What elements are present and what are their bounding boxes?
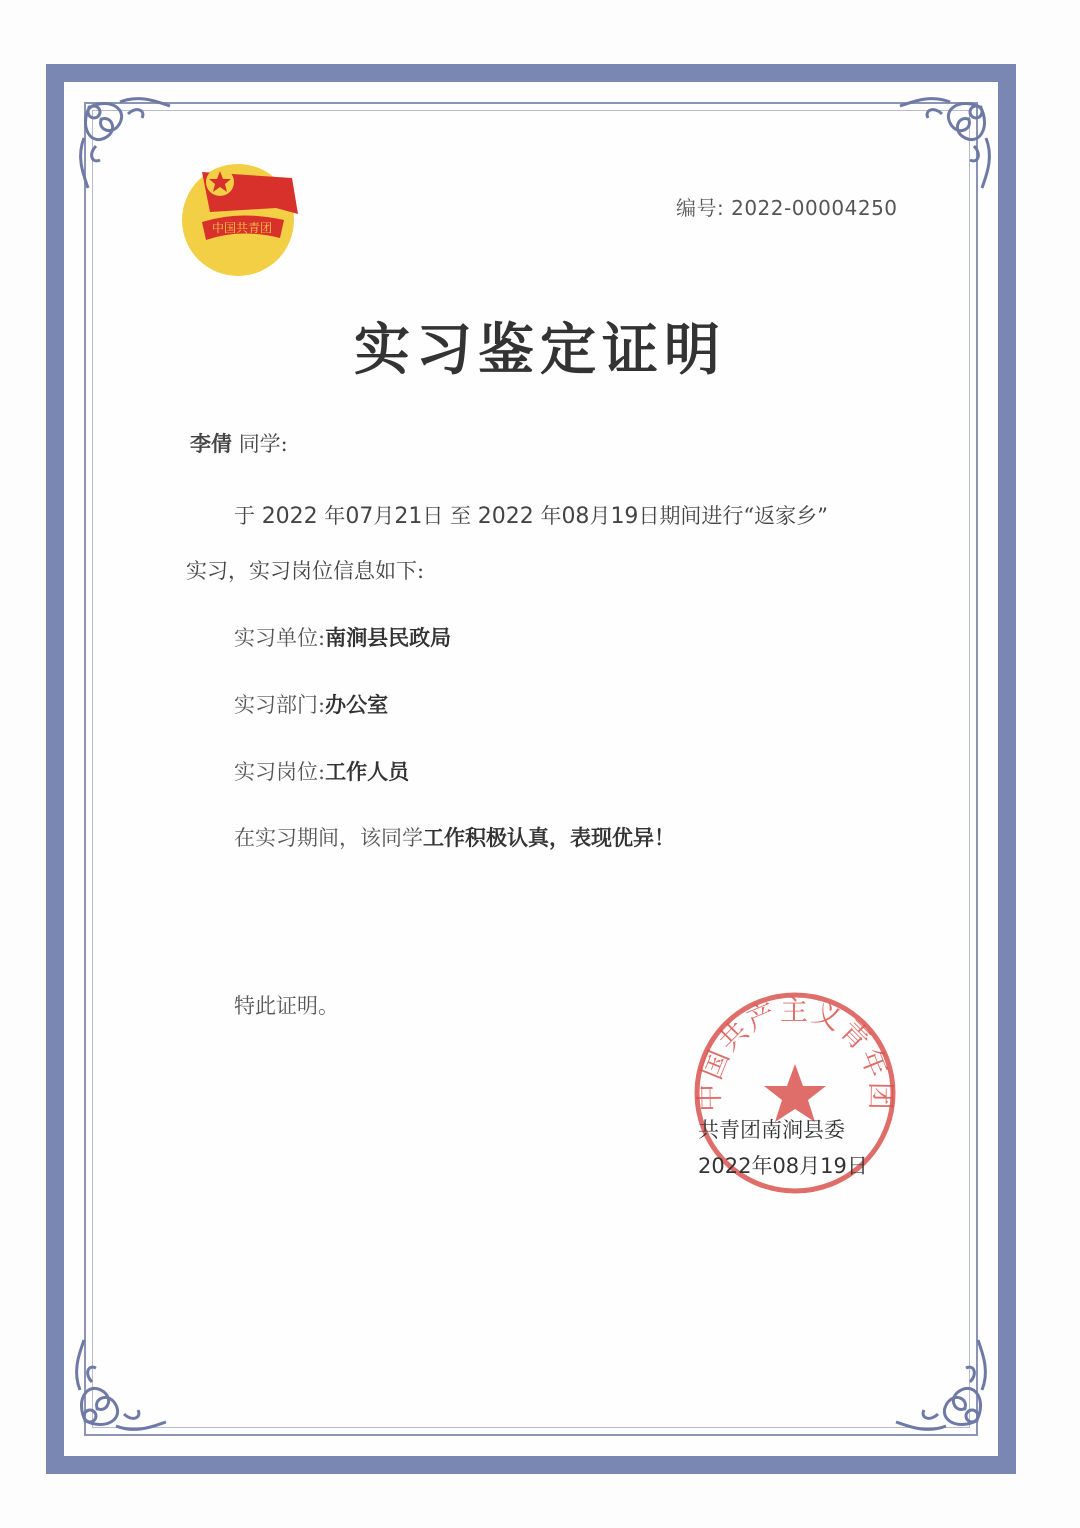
evaluation-text: 工作积极认真，表现优异！ <box>423 826 675 850</box>
emblem-ribbon-text: 中国共青团 <box>211 221 273 235</box>
seal-text: 中国共产主义青年团 <box>692 993 898 1113</box>
start-year: 2022 <box>261 504 318 529</box>
field-label: 实习单位: <box>234 626 326 650</box>
year-char: 年 <box>324 504 346 528</box>
month-char: 月 <box>589 504 611 528</box>
page-title: 实习鉴定证明 <box>354 317 726 383</box>
period-to: 至 <box>450 504 472 528</box>
greeting <box>190 428 288 458</box>
issue-date: 2022年08月19日 <box>698 1154 868 1178</box>
field-value: 南涧县民政局 <box>325 626 452 650</box>
field-department <box>234 689 388 719</box>
field-value: 办公室 <box>325 693 389 717</box>
period-prefix: 于 <box>234 504 255 528</box>
start-day: 21 <box>394 504 423 529</box>
day-char: 日 <box>422 504 444 528</box>
issuer-block <box>698 1112 868 1184</box>
issuer-name: 共青团南涧县委 <box>698 1118 845 1142</box>
field-label: 实习部门: <box>234 693 326 717</box>
field-unit <box>234 622 451 652</box>
closing-statement: 特此证明。 <box>234 994 339 1018</box>
corner-ornament-icon <box>890 88 1000 198</box>
corner-ornament-icon <box>66 1330 176 1440</box>
field-value: 工作人员 <box>325 760 410 784</box>
youth-league-emblem-icon <box>180 152 302 280</box>
period-sentence <box>234 500 828 530</box>
day-char: 日 <box>638 504 660 528</box>
start-month: 07 <box>345 504 374 529</box>
evaluation <box>234 822 675 852</box>
corner-ornament-icon <box>70 88 180 198</box>
serial-number <box>676 192 898 221</box>
intro-line: 实习，实习岗位信息如下: <box>186 559 425 583</box>
end-year: 2022 <box>477 504 534 529</box>
year-char: 年 <box>540 504 562 528</box>
serial-label: 编号: <box>676 196 725 220</box>
field-label: 实习岗位: <box>234 760 326 784</box>
corner-ornament-icon <box>886 1330 996 1440</box>
salutation: 同学: <box>238 432 288 456</box>
end-day: 19 <box>610 504 639 529</box>
evaluation-prefix: 在实习期间，该同学 <box>234 826 423 850</box>
period-suffix: 期间进行“返家乡” <box>659 504 828 528</box>
end-month: 08 <box>561 504 590 529</box>
field-position <box>234 756 409 786</box>
serial-value: 2022-00004250 <box>731 196 898 220</box>
month-char: 月 <box>373 504 395 528</box>
student-name: 李倩 <box>190 432 232 456</box>
